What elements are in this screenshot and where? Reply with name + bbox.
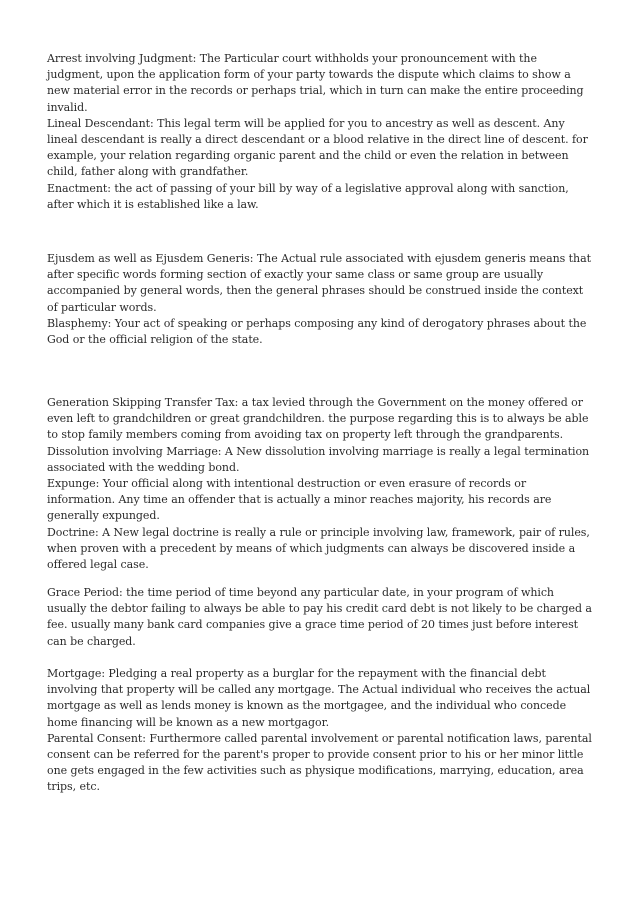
paragraph-mortgage: Mortgage: Pledging a real property as a burglar for the repayment with the financial debt involving that property will be called any mortgage. The Actual individual who receives the actual mortgage as well as lends money is known as the mortgagee, and the individual who concede home financing will be known as a new mortgagor. <box>47 667 591 729</box>
paragraph-enactment: Enactment: the act of passing of your bill by way of a legislative approval along with sanction, after which it is established like a law. <box>47 181 569 211</box>
paragraph-arrest-of-judgment: Arrest involving Judgment: The Particular court withholds your pronouncement with the judgment, upon the application form of your party towards the dispute which claims to show a new material error in the records or perhaps trial, which in turn can make the entire proceeding invalid. <box>47 52 584 114</box>
paragraph-dissolution-of-marriage: Dissolution involving Marriage: A New dissolution involving marriage is really a legal termination associated with the wedding bond. <box>47 444 590 474</box>
paragraph-doctrine: Doctrine: A New legal doctrine is really a rule or principle involving law, framework, pair of rules, when proven with a precedent by means of which judgments can always be discovered inside a offered legal case. <box>47 525 590 572</box>
paragraph-expunge: Expunge: Your official along with intentional destruction or even erasure of records or information. Any time an offender that is actually a minor reaches majority, his records are generally expunged. <box>47 477 552 523</box>
paragraph-blasphemy: Blasphemy: Your act of speaking or perhaps composing any kind of derogatory phrases about the God or the official religion of the state. <box>47 316 587 347</box>
text-block-3 <box>47 395 595 573</box>
paragraph-generation-skipping-tax: Generation Skipping Transfer Tax: a tax levied through the Government on the money offered or even left to grandchildren or great grandchildren. the purpose regarding this is to always be able to stop family members coming from avoiding tax on property left through the grandparents. <box>47 396 589 442</box>
paragraph-parental-consent: Parental Consent: Furthermore called parental involvement or parental notification laws, parental consent can be referred for the parent's proper to provide consent prior to his or her minor little one gets engaged in the few activities such as physique modifications, marrying, education, area trips, etc. <box>47 731 592 794</box>
text-block-1 <box>47 51 595 213</box>
text-block-2 <box>47 251 595 348</box>
paragraph-lineal-descendant: Lineal Descendant: This legal term will be applied for you to ancestry as well as descent. Any lineal descendant is really a direct descendant or a blood relative in the direct line of descent. for example, your relation regarding organic parent and the child or even the relation in between child, father along with grandfather. <box>47 116 588 179</box>
paragraph-spacer <box>47 650 595 666</box>
paragraph-grace-period: Grace Period: the time period of time beyond any particular date, in your program of which usually the debtor failing to always be able to pay his credit card debt is not likely to be charged a fee. usually many bank card companies give a grace time period of 20 times just before interest can be charged. <box>47 586 592 648</box>
paragraph-ejusdem-generis: Ejusdem as well as Ejusdem Generis: The Actual rule associated with ejusdem generis means that after specific words forming section of exactly your same class or same group are usually accompanied by general words, then the general phrases should be construed inside the context of particular words. <box>47 252 591 314</box>
text-block-4 <box>47 585 595 796</box>
